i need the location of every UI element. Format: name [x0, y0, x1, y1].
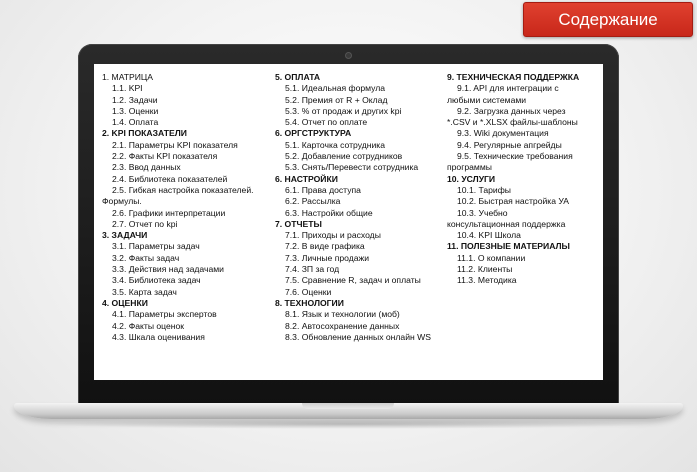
toc-section-heading[interactable]: 4. ОЦЕНКИ [102, 297, 148, 308]
toc-subsection-link[interactable]: 2.1. Параметры KPI показателя [112, 139, 238, 150]
toc-subsection-link[interactable]: 2.7. Отчет по kpi [112, 218, 178, 229]
toc-section-heading[interactable]: 6. ОРГСТРУКТУРА [275, 128, 352, 139]
toc-column-1 [102, 72, 272, 343]
toc-subsection-link[interactable]: 1.1. KPI [112, 83, 143, 94]
toc-subsection-link[interactable]: 10.2. Быстрая настройка УА [457, 196, 569, 207]
toc-subsection-link[interactable]: 2.6. Графики интерпретации [112, 207, 226, 218]
toc-subsection-link[interactable]: 5.2. Премия от R + Оклад [285, 94, 388, 105]
toc-subsection-link[interactable]: 6.3. Настройки общие [285, 207, 373, 218]
toc-section-heading[interactable]: 8. ТЕХНОЛОГИИ [275, 297, 344, 308]
toc-subsection-link[interactable]: 4.1. Параметры экспертов [112, 309, 217, 320]
toc-subsection-link[interactable]: 7.1. Приходы и расходы [285, 230, 381, 241]
laptop-screen [94, 64, 603, 380]
toc-subsection-link[interactable]: 7.2. В виде графика [285, 241, 365, 252]
toc-section-heading[interactable]: 10. УСЛУГИ [447, 173, 496, 184]
toc-section-heading[interactable]: 9. ТЕХНИЧЕСКАЯ ПОДДЕРЖКА [447, 72, 580, 82]
toc-subsection-link[interactable]: 2.4. Библиотека показателей [112, 173, 228, 184]
toc-subsection-link[interactable]: 5.3. Снять/Перевести сотрудника [285, 162, 419, 173]
camera-icon [345, 52, 352, 59]
toc-subsection-link[interactable]: 9.1. API для интеграции с [457, 83, 559, 94]
toc-subsection-link[interactable]: 9.5. Технические требования [457, 151, 573, 162]
toc-subsection-continuation: *.CSV и *.XLSX файлы-шаблоны [447, 117, 578, 128]
toc-subsection-link[interactable]: 7.4. ЗП за год [285, 264, 340, 275]
toc-subsection-link[interactable]: 6.1. Права доступа [285, 184, 361, 195]
toc-subsection-link[interactable]: 1.4. Оплата [112, 117, 159, 128]
toc-subsection-link[interactable]: 3.3. Действия над задачами [112, 264, 224, 275]
toc-subsection-link[interactable]: 7.5. Сравнение R, задач и оплаты [285, 275, 421, 286]
toc-subsection-link[interactable]: 2.2. Факты KPI показателя [112, 151, 218, 162]
toc-subsection-continuation: консультационная поддержка [447, 218, 566, 229]
toc-subsection-link[interactable]: 3.1. Параметры задач [112, 241, 200, 252]
toc-subsection-link[interactable]: 10.4. KPI Школа [457, 230, 521, 241]
laptop-screen-bezel [78, 44, 619, 406]
toc-subsection-link[interactable]: 1.3. Оценки [112, 105, 159, 116]
toc-subsection-link[interactable]: 7.6. Оценки [285, 286, 332, 297]
toc-subsection-link[interactable]: 6.2. Рассылка [285, 196, 341, 207]
toc-subsection-link[interactable]: 3.2. Факты задач [112, 252, 180, 263]
toc-subsection-link[interactable]: 10.3. Учебно [457, 207, 508, 218]
toc-subsection-link[interactable]: 8.3. Обновление данных онлайн WS [285, 331, 431, 342]
toc-subsection-link[interactable]: 5.3. % от продаж и других kpi [285, 105, 402, 116]
toc-subsection-link[interactable]: 3.4. Библиотека задач [112, 275, 201, 286]
toc-subsection-continuation: Формулы. [102, 196, 142, 207]
toc-subsection-link[interactable]: 7.3. Личные продажи [285, 252, 370, 263]
toc-column-2 [275, 72, 447, 343]
toc-subsection-link[interactable]: 3.5. Карта задач [112, 286, 177, 297]
toc-subsection-link[interactable]: 4.3. Шкала оценивания [112, 331, 205, 342]
toc-subsection-link[interactable]: 11.2. Клиенты [457, 264, 513, 275]
toc-subsection-link[interactable]: 2.5. Гибкая настройка показателей. [112, 184, 254, 195]
laptop-base-notch [302, 403, 394, 409]
toc-subsection-link[interactable]: 10.1. Тарифы [457, 184, 511, 195]
toc-subsection-link[interactable]: 5.2. Добавление сотрудников [285, 151, 403, 162]
toc-section-heading[interactable]: 2. KPI ПОКАЗАТЕЛИ [102, 128, 187, 139]
toc-column-3 [447, 72, 597, 287]
toc-subsection-link[interactable]: 2.3. Ввод данных [112, 162, 181, 173]
toc-subsection-link[interactable]: 9.3. Wiki документация [457, 128, 549, 139]
toc-subsection-link[interactable]: 11.3. Методика [457, 275, 517, 286]
toc-subsection-link[interactable]: 5.1. Идеальная формула [285, 83, 386, 94]
toc-subsection-link[interactable]: 11.1. О компании [457, 252, 526, 263]
toc-subsection-link[interactable]: 9.2. Загрузка данных через [457, 105, 566, 116]
laptop-base [14, 403, 683, 419]
toc-section-heading[interactable]: 6. НАСТРОЙКИ [275, 173, 338, 184]
toc-section-heading[interactable]: 11. ПОЛЕЗНЫЕ МАТЕРИАЛЫ [447, 241, 570, 252]
toc-subsection-link[interactable]: 1.2. Задачи [112, 94, 158, 105]
toc-subsection-link[interactable]: 4.2. Факты оценок [112, 320, 185, 331]
toc-section-heading[interactable]: 7. ОТЧЕТЫ [275, 218, 322, 229]
toc-subsection-link[interactable]: 8.1. Язык и технологии (моб) [285, 309, 400, 320]
toc-subsection-link[interactable]: 8.2. Автосохранение данных [285, 320, 400, 331]
toc-subsection-link[interactable]: 5.4. Отчет по оплате [285, 117, 368, 128]
toc-subsection-continuation: программы [447, 162, 492, 173]
toc-subsection-continuation: любыми системами [447, 94, 527, 105]
contents-button[interactable]: Содержание [523, 2, 693, 37]
laptop-shadow [40, 419, 657, 429]
toc-subsection-link[interactable]: 9.4. Регулярные апгрейды [457, 139, 562, 150]
toc-section-heading[interactable]: 3. ЗАДАЧИ [102, 230, 148, 241]
toc-subsection-link[interactable]: 5.1. Карточка сотрудника [285, 139, 386, 150]
toc-section-heading[interactable]: 5. ОПЛАТА [275, 72, 321, 82]
toc-section-heading[interactable]: 1. МАТРИЦА [102, 72, 154, 82]
